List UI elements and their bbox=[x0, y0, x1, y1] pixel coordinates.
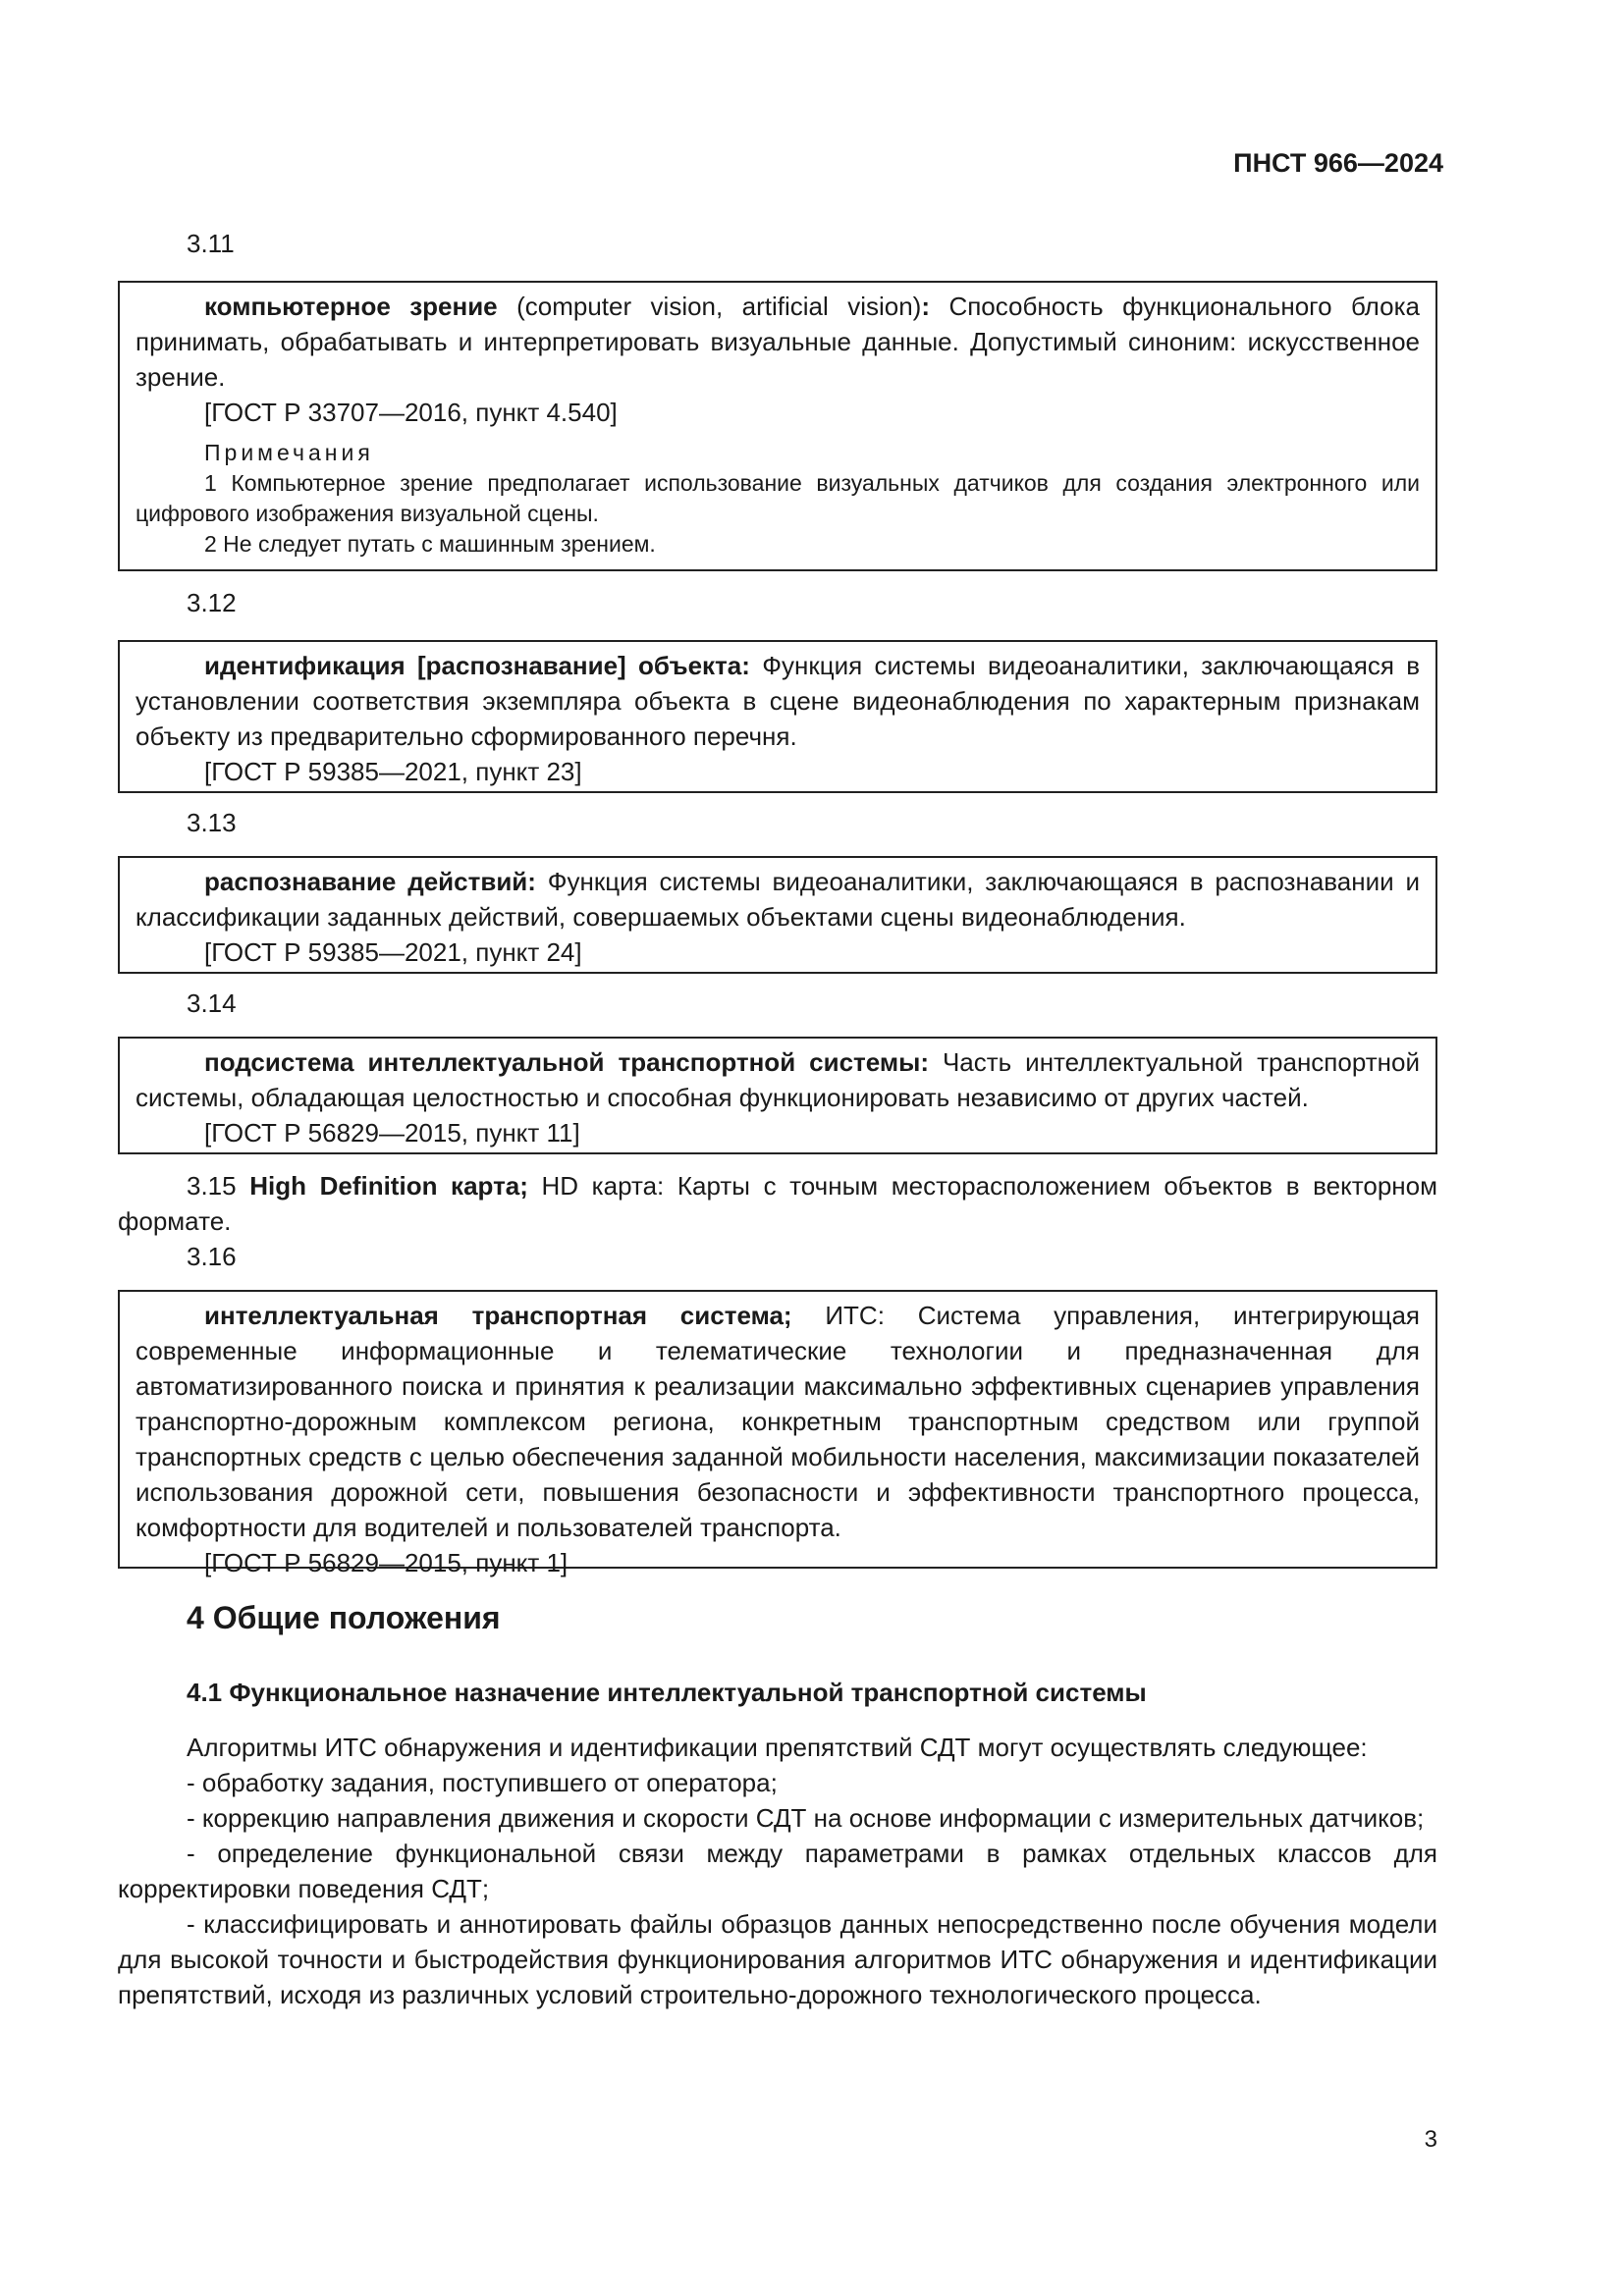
paragraph: Алгоритмы ИТС обнаружения и идентификации препятствий СДТ могут осуществлять следующее: bbox=[187, 1733, 1368, 1762]
term-inline bbox=[118, 1168, 1437, 1239]
list-item: - определение функциональной связи между параметрами в рамках отдельных классов для корректировки поведения СДТ; bbox=[118, 1839, 1437, 1903]
term-reference: [ГОСТ Р 56829—2015, пункт 11] bbox=[204, 1118, 580, 1148]
term-title: подсистема интеллектуальной транспортной системы: bbox=[204, 1047, 929, 1077]
definition-text: Часть интеллектуальной транспортной системы, обладающая целостностью и способная функционировать независимо от других частей. bbox=[135, 1047, 1420, 1112]
definition-text: Способность функционального блока принимать, обрабатывать и интерпретировать визуальные данные. Допустимый синоним: искусственное зрение. bbox=[135, 292, 1421, 392]
section-heading: 4 Общие положения bbox=[187, 1600, 501, 1635]
list-item: - классифицировать и аннотировать файлы образцов данных непосредственно после обучения модели для высокой точности и быстродействия функционирования алгоритмов ИТС обнаружения и идентификации препятствий, исходя из различных условий строительно-дорожного технологического процесса. bbox=[118, 1909, 1437, 2009]
term-definition bbox=[135, 1044, 1420, 1115]
definition-text: HD карта: Карты с точным месторасположением объектов в векторном формате. bbox=[118, 1171, 1437, 1236]
term-number: 3.15 bbox=[187, 1171, 237, 1201]
subsection-heading: 4.1 Функциональное назначение интеллектуальной транспортной системы bbox=[187, 1678, 1147, 1707]
definition-text: Функция системы видеоаналитики, заключающаяся в распознавании и классификации заданных действий, совершаемых объектами сцены видеонаблюдения. bbox=[135, 867, 1420, 932]
term-reference: [ГОСТ Р 33707—2016, пункт 4.540] bbox=[204, 398, 618, 427]
term-notes bbox=[135, 438, 1420, 560]
term-definition: компьютерное зрение (computer vision, artificial vision): Способность функционального блока принимать, обрабатывать и интерпретировать визуальные данные. Допустимый синоним: искусственное зрение. bbox=[135, 292, 1421, 392]
term-foreign: (computer vision, artificial vision) bbox=[497, 292, 922, 321]
list-item: - обработку задания, поступившего от оператора; bbox=[187, 1768, 778, 1797]
term-number: 3.13 bbox=[187, 808, 237, 837]
term-box bbox=[118, 1037, 1437, 1154]
definition-text: ИТС: Система управления, интегрирующая современные информационные и телематические технологии и предназначенная для автоматизированного поиска и принятия к реализации максимально эффективных сценариев управления транспортно-дорожным комплексом региона, конкретным транспортным средством или группой транспортных средств с целью обеспечения заданной мобильности населения, максимизации показателей использования дорожной сети, повышения безопасности и эффективности транспортного процесса, комфортности для водителей и пользователей транспорта. bbox=[135, 1301, 1420, 1542]
note-item: 1 Компьютерное зрение предполагает использование визуальных датчиков для создания электронного или цифрового изображения визуальной сцены. bbox=[135, 470, 1420, 526]
term-reference: [ГОСТ Р 59385—2021, пункт 23] bbox=[204, 757, 582, 786]
term-reference: [ГОСТ Р 59385—2021, пункт 24] bbox=[204, 937, 582, 967]
term-title: интеллектуальная транспортная система; bbox=[204, 1301, 792, 1330]
term-box bbox=[118, 856, 1437, 974]
term-title: компьютерное зрение bbox=[204, 292, 498, 321]
term-title: High Definition карта; bbox=[249, 1171, 528, 1201]
standard-code: ПНСТ 966—2024 bbox=[1233, 148, 1443, 178]
term-number: 3.11 bbox=[187, 229, 235, 258]
term-definition bbox=[135, 648, 1420, 754]
term-box bbox=[118, 640, 1437, 793]
term-number: 3.14 bbox=[187, 988, 237, 1018]
term-title: распознавание действий: bbox=[204, 867, 536, 896]
term-definition bbox=[135, 864, 1420, 934]
term-definition bbox=[135, 1298, 1420, 1545]
term-number: 3.16 bbox=[187, 1242, 237, 1271]
list-item: - коррекцию направления движения и скорости СДТ на основе информации с измерительных датчиков; bbox=[187, 1803, 1425, 1833]
term-definition bbox=[118, 1168, 1437, 1239]
page-number: 3 bbox=[1424, 2126, 1437, 2153]
term-box bbox=[118, 281, 1437, 571]
term-box bbox=[118, 1290, 1437, 1577]
term-reference: [ГОСТ Р 56829—2015, пункт 1] bbox=[204, 1548, 568, 1577]
notes-title: Примечания bbox=[204, 440, 374, 465]
term-title: идентификация [распознавание] объекта: bbox=[204, 651, 750, 680]
note-item: 2 Не следует путать с машинным зрением. bbox=[204, 531, 656, 557]
section-body bbox=[118, 1730, 1437, 2012]
definition-text: Функция системы видеоаналитики, заключающаяся в установлении соответствия экземпляра объекта в сцене видеонаблюдения по характерным признакам объекту из предварительно сформированного перечня. bbox=[135, 651, 1421, 751]
term-number: 3.12 bbox=[187, 588, 237, 617]
